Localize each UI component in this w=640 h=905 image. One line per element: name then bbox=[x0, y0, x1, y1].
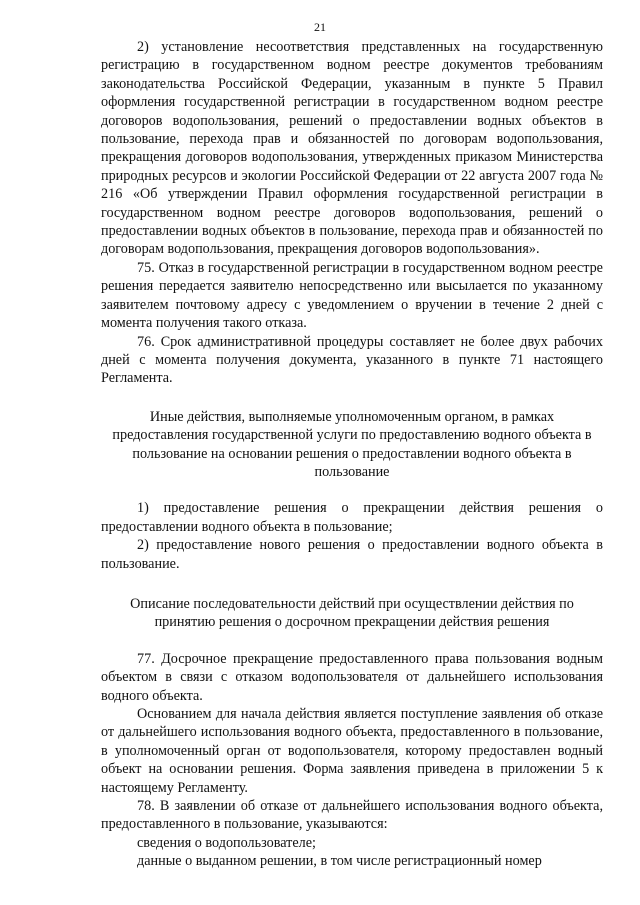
paragraph-item-2: 2) установление несоответствия представленных на государственную регистрацию в государственном водном реестре документов требованиям законодательства Российской Федерации, указанным в пункте 5 Правил оформления государственной регистрации в государственном водном реестре договоров водопользования, решений о предоставлении водных объектов в пользование, перехода прав и обязанностей по договорам водопользования, прекращения договоров водопользования, утвержденных приказом Министерства природных ресурсов и экологии Российской Федерации от 22 августа 2007 года № 216 «Об утверждении Правил оформления государственной регистрации в государственном водном реестре договоров водопользования, решений о предоставлении водных объектов в пользование, перехода прав и обязанностей по договорам водопользования, прекращения договоров водопользования». bbox=[101, 39, 603, 258]
paragraph-user-info: сведения о водопользователе; bbox=[137, 834, 316, 851]
section-heading-other-actions: Иные действия, выполняемые уполномоченным органом, в рамках предоставления государственной услуги по предоставлению водного объекта в пользование на основании решения о предоставлении водного объекта в пользование bbox=[112, 408, 592, 480]
paragraph-77: 77. Досрочное прекращение предоставленного права пользования водным объектом в связи с отказом водопользователя от дальнейшего использования водного объекта. bbox=[101, 650, 603, 704]
paragraph-75: 75. Отказ в государственной регистрации в государственном водном реестре решения передается заявителю непосредственно или высылается по указанному заявителем почтовому адресу с уведомлением о вручении в течение 2 дней с момента получения такого отказа. bbox=[101, 259, 603, 332]
page-number: 21 bbox=[314, 20, 326, 34]
paragraph-decision-data: данные о выданном решении, в том числе регистрационный номер bbox=[137, 853, 542, 870]
section-heading-early-termination: Описание последовательности действий при осуществлении действия по принятию решения о досрочном прекращении действия решения bbox=[130, 595, 574, 631]
paragraph-action-2: 2) предоставление нового решения о предоставлении водного объекта в пользование. bbox=[101, 537, 603, 572]
paragraph-78: 78. В заявлении об отказе от дальнейшего использования водного объекта, предоставленного в пользование, указываются: bbox=[101, 798, 603, 833]
paragraph-action-1: 1) предоставление решения о прекращении действия решения о предоставлении водного объекта в пользование; bbox=[101, 500, 603, 535]
paragraph-76: 76. Срок административной процедуры составляет не более двух рабочих дней с момента получения документа, указанного в пункте 71 настоящего Регламента. bbox=[101, 333, 603, 387]
document-body bbox=[101, 38, 603, 871]
paragraph-basis: Основанием для начала действия является поступление заявления об отказе от дальнейшего использования водного объекта, предоставленного в пользование, в уполномоченный орган от водопользователя, которому предоставлен водный объект на основании решения. Форма заявления приведена в приложении 5 к настоящему Регламенту. bbox=[101, 706, 603, 796]
